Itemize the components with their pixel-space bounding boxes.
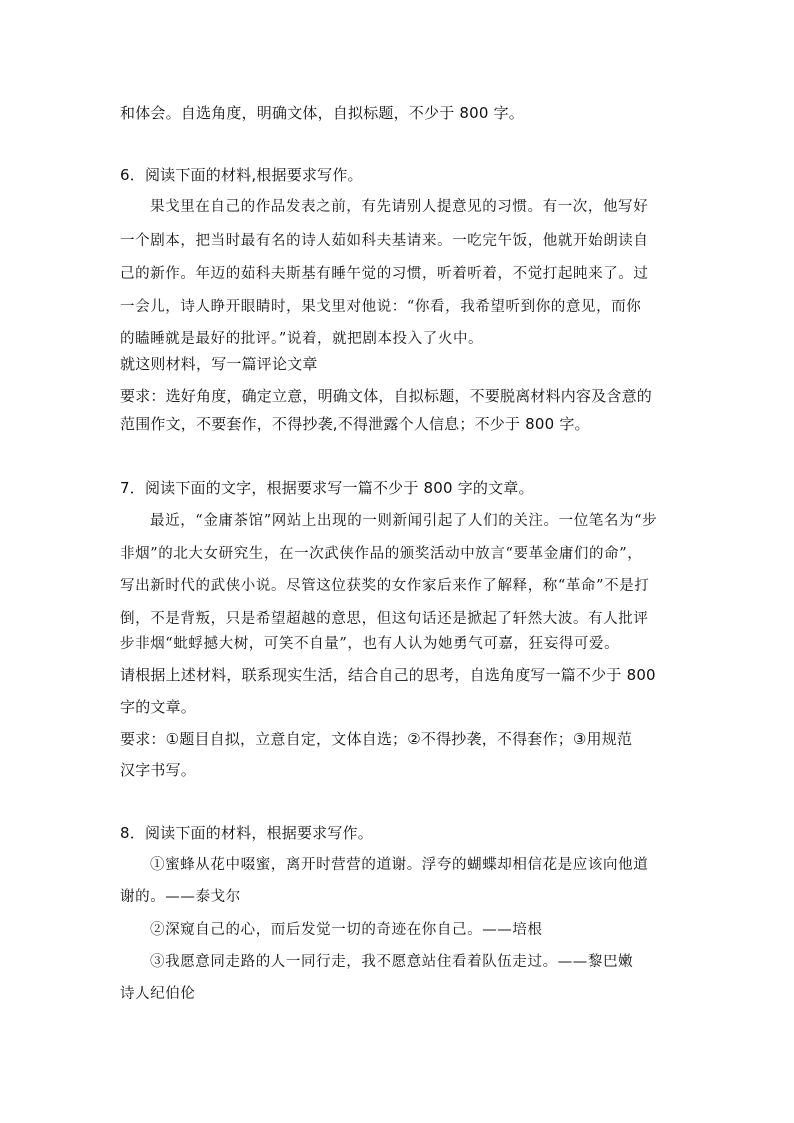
- material-line: 写出新时代的武侠小说。尽管这位获奖的女作家后来作了解释，称“革命”不是打: [120, 578, 650, 594]
- material-line: 非烟”的北大女研究生，在一次武侠作品的颁奖活动中放言“要革金庸们的命”，: [120, 546, 643, 562]
- requirement-line: 要求：①题目自拟，立意自定，文体自选；②不得抄袭，不得套作；③用规范: [120, 730, 633, 748]
- material-line: 步非烟“蚍蜉撼大树，可笑不自量”，也有人认为她勇气可嘉，狂妄得可爱。: [120, 636, 620, 652]
- material-line: 倒，不是背叛，只是希望超越的意思，但这句话还是掀起了轩然大波。有人批评: [120, 611, 649, 627]
- text-line: 请根据上述材料，联系现实生活，结合自己的思考，自选角度写一篇不少于 800: [120, 666, 656, 684]
- text-line: 就这则材料，写一篇评论文章: [120, 355, 318, 373]
- quote-line: ①蜜蜂从花中啜蜜，离开时营营的道谢。浮夸的蝴蝶却相信花是应该向他道: [150, 857, 649, 873]
- text-line: 字的文章。: [120, 698, 197, 716]
- requirement-line: 范围作文，不要套作，不得抄袭,不得泄露个人信息；不少于 800 字。: [120, 415, 590, 433]
- text-line: 和体会。自选角度，明确文体，自拟标题，不少于 800 字。: [120, 104, 524, 122]
- requirement-line: 汉字书写。: [120, 761, 197, 779]
- material-line: 的瞌睡就是最好的批评。”说着，就把剧本投入了火中。: [120, 331, 484, 347]
- quote-line: 谢的。——泰戈尔: [120, 889, 241, 905]
- quote-line: ②深窥自己的心，而后发觉一切的奇迹在你自己。——培根: [150, 922, 543, 938]
- question-heading-6: 6．阅读下面的材料,根据要求写作。: [120, 166, 363, 184]
- material-line: 一个剧本，把当时最有名的诗人茹如科夫基请来。一吃完午饭，他就开始朗读自: [120, 233, 649, 249]
- material-line: 最近，“金庸茶馆”网站上出现的一则新闻引起了人们的关注。一位笔名为“步: [150, 513, 658, 529]
- question-heading-8: 8．阅读下面的材料，根据要求写作。: [120, 824, 373, 842]
- material-line: 果戈里在自己的作品发表之前，有先请别人提意见的习惯。有一次，他写好: [150, 199, 649, 215]
- quote-line: ③我愿意同走路的人一同行走，我不愿意站住看着队伍走过。——黎巴嫩: [150, 954, 634, 970]
- question-heading-7: 7．阅读下面的文字，根据要求写一篇不少于 800 字的文章。: [120, 479, 534, 497]
- material-line: 己的新作。年迈的茹科夫斯基有睡午觉的习惯，听着听着，不觉打起盹来了。过: [120, 266, 649, 282]
- quote-line: 诗人纪伯伦: [120, 986, 196, 1002]
- material-line: 一会儿，诗人睁开眼睛时，果戈里对他说：“你看，我希望听到你的意见，而你: [120, 299, 642, 315]
- requirement-line: 要求：选好角度，确定立意，明确文体，自拟标题，不要脱离材料内容及含意的: [120, 387, 653, 405]
